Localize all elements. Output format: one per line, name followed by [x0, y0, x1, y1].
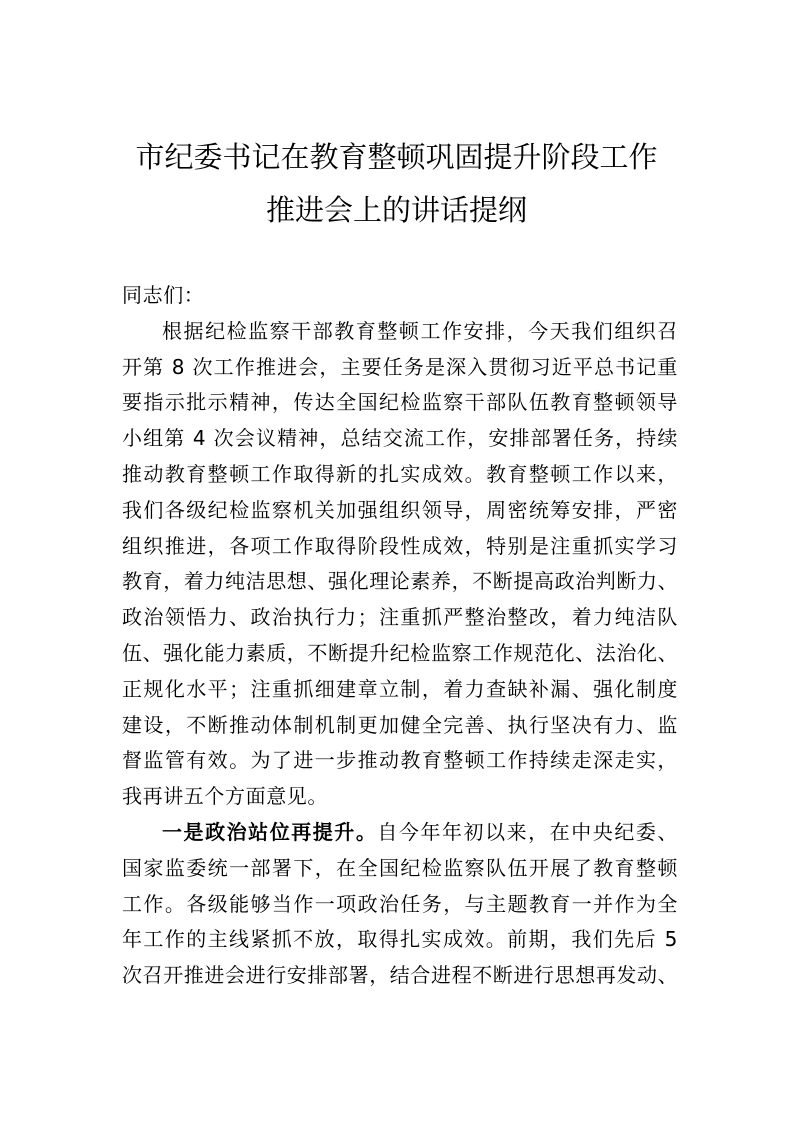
paragraph-1-line: 政治领悟力、政治执行力；注重抓严整治整改，着力纯洁队: [122, 605, 678, 630]
paragraph-1-line: 教育，着力纯洁思想、强化理论素养，不断提高政治判断力、: [122, 569, 679, 594]
document-body: [122, 278, 678, 994]
paragraph-1-line: 根据纪检监察干部教育整顿工作安排，今天我们组织召: [162, 318, 678, 343]
paragraph-2-line: 工作。各级能够当作一项政治任务，与主题教育一并作为全: [122, 891, 678, 916]
paragraph-2-first-line: [122, 815, 678, 851]
paragraph-2-heading: 一是政治站位再提升。: [162, 819, 378, 844]
salutation: 同志们：: [122, 283, 205, 307]
paragraph-1-line: 开第 8 次工作推进会，主要任务是深入贯彻习近平总书记重: [122, 354, 678, 379]
paragraph-1-line: 督监管有效。为了进一步推动教育整顿工作持续走深走实，: [122, 748, 678, 773]
paragraph-1-line: 我们各级纪检监察机关加强组织领导，周密统筹安排，严密: [122, 497, 678, 522]
paragraph-1-line: 要指示批示精神，传达全国纪检监察干部队伍教育整顿领导: [122, 390, 678, 415]
paragraph-2-first-line-rest: 自今年年初以来，在中央纪委、: [377, 819, 678, 844]
paragraph-1-line: 小组第 4 次会议精神，总结交流工作，安排部署任务，持续: [122, 426, 678, 451]
paragraph-1-line: 伍、强化能力素质，不断提升纪检监察工作规范化、法治化、: [122, 640, 679, 665]
paragraph-2-line: 次召开推进会进行安排部署，结合进程不断进行思想再发动、: [122, 963, 679, 988]
document-title-line-1: 市纪委书记在教育整顿巩固提升阶段工作: [135, 140, 658, 174]
paragraph-2-line: 国家监委统一部署下，在全国纪检监察队伍开展了教育整顿: [122, 855, 678, 880]
paragraph-2-line: 年工作的主线紧抓不放，取得扎实成效。前期，我们先后 5: [122, 927, 678, 952]
paragraph-1-line: 正规化水平；注重抓细建章立制，着力查缺补漏、强化制度: [122, 676, 678, 701]
paragraph-1-line: 组织推进，各项工作取得阶段性成效，特别是注重抓实学习: [122, 533, 678, 558]
document-title-line-2: 推进会上的讲话提纲: [265, 193, 527, 227]
paragraph-1-line: 建设，不断推动体制机制更加健全完善、执行坚决有力、监: [122, 712, 678, 737]
paragraph-1-line: 我再讲五个方面意见。: [122, 784, 328, 809]
paragraph-1-line: 推动教育整顿工作取得新的扎实成效。教育整顿工作以来，: [122, 461, 678, 486]
